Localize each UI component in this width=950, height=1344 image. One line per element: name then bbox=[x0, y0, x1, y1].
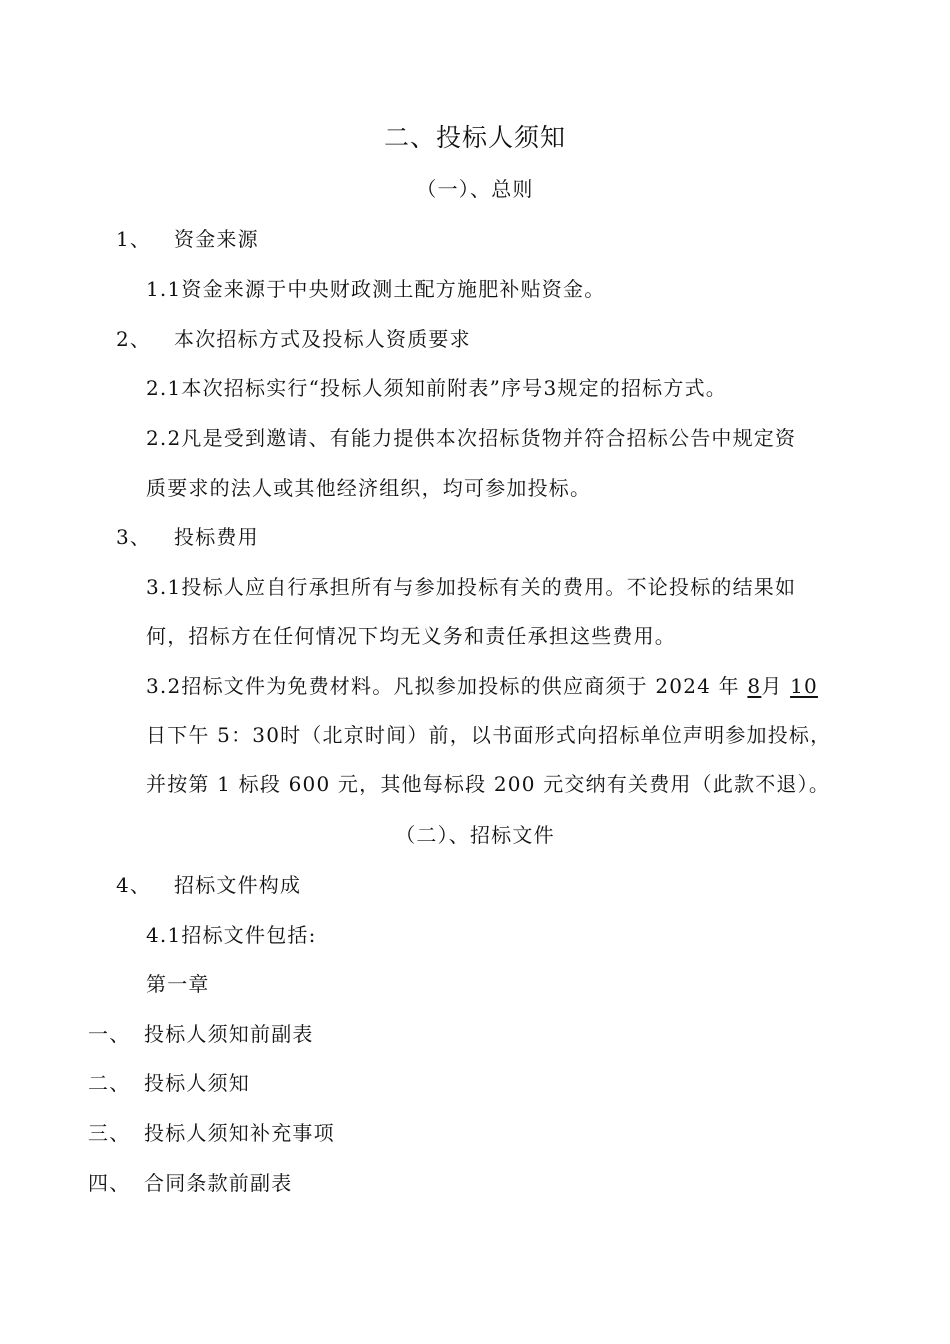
list-item bbox=[88, 1120, 335, 1146]
item-title: 投标费用 bbox=[174, 525, 259, 549]
item-title: 本次招标方式及投标人资质要求 bbox=[174, 327, 471, 351]
paragraph-3-2-line-1 bbox=[146, 673, 818, 699]
paragraph-3-2-text: 3.2招标文件为免费材料。凡拟参加投标的供应商须于 2024 年 bbox=[146, 674, 740, 698]
section-heading-documents: （二）、招标文件 bbox=[395, 823, 555, 847]
paragraph-3-2-line-2: 日下午 5：30时（北京时间）前，以书面形式向招标单位声明参加投标， bbox=[146, 723, 832, 747]
paragraph-4-1: 4.1招标文件包括: bbox=[146, 923, 317, 947]
list-text: 投标人须知 bbox=[144, 1071, 250, 1095]
paragraph-3-1-line-2: 何，招标方在任何情况下均无义务和责任承担这些费用。 bbox=[146, 624, 676, 648]
list-text: 投标人须知前副表 bbox=[144, 1022, 314, 1046]
section-heading-general: （一）、总则 bbox=[416, 177, 534, 201]
paragraph-2-2-line-1: 2.2凡是受到邀请、有能力提供本次招标货物并符合招标公告中规定资 bbox=[146, 426, 797, 450]
list-text: 合同条款前副表 bbox=[144, 1171, 293, 1195]
list-number: 二、 bbox=[88, 1071, 131, 1095]
item-heading-bidding-method bbox=[116, 326, 471, 352]
deadline-month: 8 bbox=[747, 674, 762, 698]
item-heading-document-composition bbox=[116, 872, 301, 898]
item-number: 2、 bbox=[116, 327, 152, 351]
list-item bbox=[88, 1021, 314, 1047]
list-item bbox=[88, 1170, 292, 1196]
item-title: 招标文件构成 bbox=[174, 873, 302, 897]
month-unit: 月 bbox=[761, 674, 783, 698]
chapter-label: 第一章 bbox=[146, 972, 210, 996]
list-item bbox=[88, 1070, 250, 1096]
deadline-day: 10 bbox=[790, 674, 818, 698]
item-heading-bidding-cost bbox=[116, 524, 259, 550]
paragraph-3-2-line-3: 并按第 1 标段 600 元，其他每标段 200 元交纳有关费用（此款不退）。 bbox=[146, 772, 831, 796]
item-number: 1、 bbox=[116, 227, 152, 251]
paragraph-2-1: 2.1本次招标实行“投标人须知前附表”序号3规定的招标方式。 bbox=[146, 376, 727, 400]
page-title: 二、投标人须知 bbox=[383, 123, 566, 152]
item-number: 3、 bbox=[116, 525, 152, 549]
list-number: 三、 bbox=[88, 1121, 131, 1145]
list-number: 四、 bbox=[88, 1171, 131, 1195]
list-number: 一、 bbox=[88, 1022, 131, 1046]
paragraph-2-2-line-2: 质要求的法人或其他经济组织，均可参加投标。 bbox=[146, 476, 592, 500]
item-heading-funding bbox=[116, 226, 259, 252]
list-text: 投标人须知补充事项 bbox=[144, 1121, 335, 1145]
item-number: 4、 bbox=[116, 873, 152, 897]
paragraph-3-1-line-1: 3.1投标人应自行承担所有与参加投标有关的费用。不论投标的结果如 bbox=[146, 575, 797, 599]
paragraph-1-1: 1.1资金来源于中央财政测土配方施肥补贴资金。 bbox=[146, 277, 606, 301]
item-title: 资金来源 bbox=[174, 227, 259, 251]
